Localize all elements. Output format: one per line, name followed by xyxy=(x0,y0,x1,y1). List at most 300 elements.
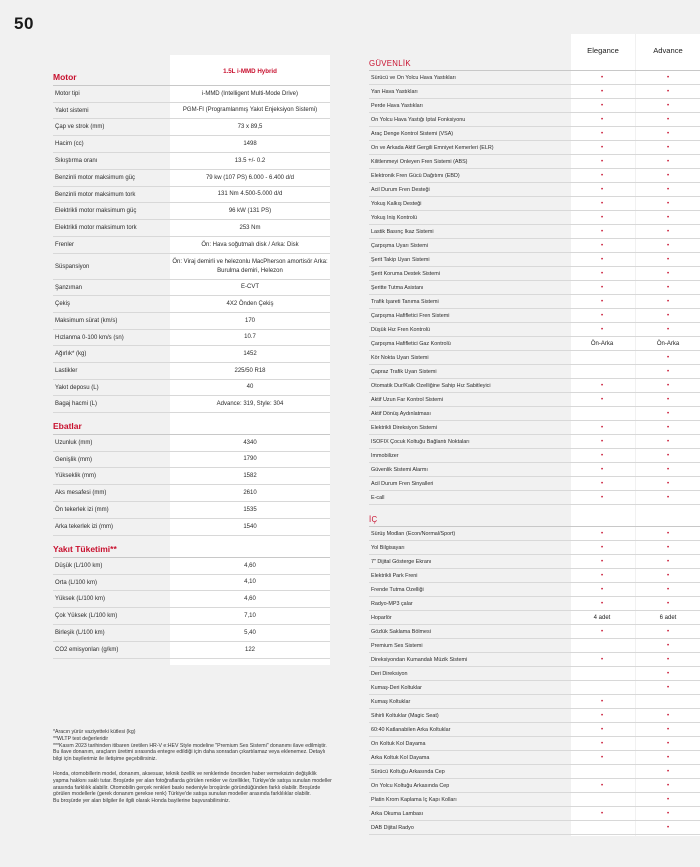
spec-label: Aks mesafesi (mm) xyxy=(55,490,107,496)
spec-value: 122 xyxy=(244,646,255,653)
advance-value: • xyxy=(666,186,670,193)
feature-row xyxy=(369,709,700,723)
feature-row xyxy=(369,281,700,295)
feature-label: 7" Dijital Gösterge Ekranı xyxy=(371,558,432,565)
spec-label: Çap ve strok (mm) xyxy=(55,124,105,130)
advance-value: • xyxy=(666,810,670,817)
elegance-value: • xyxy=(600,158,604,165)
feature-row xyxy=(369,71,700,85)
feature-row xyxy=(369,267,700,281)
spec-value: 225/50 R18 xyxy=(234,367,266,374)
advance-value: • xyxy=(666,130,670,137)
section-title-motor: Motor xyxy=(53,68,330,86)
advance-value: • xyxy=(666,796,670,803)
spec-value: 10.7 xyxy=(244,334,256,340)
spec-label: CO2 emisyonları (g/km) xyxy=(55,647,119,653)
spec-label: Lastikler xyxy=(55,368,78,374)
elegance-value: • xyxy=(600,270,604,277)
spec-row xyxy=(53,153,330,170)
elegance-value: • xyxy=(600,284,604,291)
advance-value: • xyxy=(666,312,670,319)
feature-label: Çarpışma Hafifletici Fren Sistemi xyxy=(371,312,450,319)
advance-value: 6 adet xyxy=(659,614,677,621)
feature-row xyxy=(369,155,700,169)
spec-value: 2610 xyxy=(243,489,257,496)
feature-label: 60:40 Katlanabilen Arka Koltuklar xyxy=(371,726,451,733)
advance-value: • xyxy=(666,172,670,179)
elegance-value: • xyxy=(600,256,604,263)
spec-row xyxy=(53,119,330,136)
spec-row xyxy=(53,452,330,468)
feature-row xyxy=(369,681,700,695)
feature-label: Perde Hava Yastıkları xyxy=(371,102,423,109)
spec-row xyxy=(53,380,330,396)
feature-label: Güvenlik Sistemi Alarmı xyxy=(371,466,428,473)
elegance-value: • xyxy=(600,586,604,593)
feature-row xyxy=(369,141,700,155)
feature-row xyxy=(369,211,700,225)
feature-row xyxy=(369,667,700,681)
feature-label: Ön Yolcu Hava Yastığı İptal Fonksiyonu xyxy=(371,116,466,123)
elegance-value: • xyxy=(600,312,604,319)
spec-label: Sıkıştırma oranı xyxy=(55,158,98,164)
feature-row xyxy=(369,85,700,99)
feature-row xyxy=(369,421,700,435)
feature-label: DAB Dijital Radyo xyxy=(371,824,414,831)
spec-row xyxy=(53,608,330,625)
feature-label: Acil Durum Fren Desteği xyxy=(371,186,430,193)
feature-row xyxy=(369,597,700,611)
elegance-value: • xyxy=(600,382,604,389)
feature-row xyxy=(369,807,700,821)
spec-row xyxy=(53,346,330,363)
feature-row xyxy=(369,477,700,491)
feature-label: Araç Denge Kontrol Sistemi (VSA) xyxy=(371,130,454,137)
footnote-line: **WLTP test değerleridir xyxy=(53,735,109,742)
spec-label: Ön tekerlek izi (mm) xyxy=(55,507,109,513)
spec-value: 4,60 xyxy=(244,562,256,569)
spec-row xyxy=(53,575,330,591)
feature-row xyxy=(369,379,700,393)
elegance-value: • xyxy=(600,600,604,607)
feature-label: Kumaş Koltuklar xyxy=(371,698,411,705)
spec-label: Hacim (cc) xyxy=(55,141,84,147)
feature-label: Kumaş-Deri Koltuklar xyxy=(371,684,422,691)
spec-row xyxy=(53,280,330,296)
feature-row xyxy=(369,449,700,463)
advance-value: • xyxy=(666,656,670,663)
footnote-line: ***Kasım 2023 tarihinden itibaren üretilen HR-V e:HEV Style modeline "Premium Ses Sistemi" donanımı ilave edilmiştir. Bu ilave donanım, araçların üretimi sırasında entegre edildiği için daha sonradan çıkartılamaz veya eklenemez. Detaylı bilgi için bayilerimiz ile iletişime geçebilirsiniz. xyxy=(53,742,327,763)
spec-row xyxy=(53,625,330,642)
feature-label: Yol Bilgisayarı xyxy=(371,544,405,551)
feature-row xyxy=(369,611,700,625)
feature-row xyxy=(369,169,700,183)
feature-row xyxy=(369,463,700,477)
feature-label: ISOFIX Çocuk Koltuğu Bağlantı Noktaları xyxy=(371,438,470,445)
feature-row xyxy=(369,639,700,653)
elegance-value: • xyxy=(600,424,604,431)
feature-row xyxy=(369,183,700,197)
feature-row xyxy=(369,583,700,597)
footnote-line: Honda, otomobillerin model, donanım, aksesuar, teknik özellik ve renklerinde önceden haber vermeksizin değişiklik yapma hakkını saklı tutar. Broşürde yer alan fotoğraflarda görülen renkler ve özellikler, Türkiye'de satışa sunulan modeller arasında farklılık alabilir. Otomobilin gerçek renkleri baskı nedeniyle broşürde göründüğünden farklı olabilir. Broşürde görülen modellerle (gerek donanım gerekse renk) Türkiye'de satışa sunulan modeller arasında farklılıklar olabilir. xyxy=(53,770,332,798)
spec-row xyxy=(53,485,330,502)
feature-row xyxy=(369,821,700,835)
spec-row xyxy=(53,363,330,380)
elegance-value: • xyxy=(600,530,604,537)
spec-value: i-MMD (Intelligent Multi-Mode Drive) xyxy=(201,90,299,97)
footnotes xyxy=(53,729,333,805)
elegance-value: • xyxy=(600,214,604,221)
spec-label: Genişlik (mm) xyxy=(55,456,92,463)
elegance-value: • xyxy=(600,102,604,109)
feature-label: Düşük Hız Fren Kontrolü xyxy=(371,326,431,333)
feature-row xyxy=(369,723,700,737)
feature-label: Şeritte Tutma Asistanı xyxy=(371,284,424,291)
spec-row xyxy=(53,170,330,187)
spec-value: PGM-FI (Programlanmış Yakıt Enjeksiyon Sistemi) xyxy=(182,107,318,113)
advance-value: • xyxy=(666,214,670,221)
spec-label: Elektrikli motor maksimum tork xyxy=(55,225,137,231)
advance-value: • xyxy=(666,768,670,775)
elegance-value: • xyxy=(600,130,604,137)
elegance-value: • xyxy=(600,466,604,473)
elegance-value: • xyxy=(600,88,604,95)
section-title-guvenlik: GÜVENLİK xyxy=(369,57,700,71)
column-header-advance: Advance xyxy=(653,46,683,55)
elegance-value: • xyxy=(600,172,604,179)
feature-row xyxy=(369,337,700,351)
advance-value: • xyxy=(666,158,670,165)
feature-row xyxy=(369,197,700,211)
feature-label: Sürücü Koltuğu Arkasında Cep xyxy=(371,768,445,775)
feature-row xyxy=(369,407,700,421)
advance-value: • xyxy=(666,144,670,151)
feature-label: Direksiyondan Kumandalı Müzik Sistemi xyxy=(371,656,468,663)
spec-row xyxy=(53,103,330,119)
feature-row xyxy=(369,127,700,141)
spec-row xyxy=(53,86,330,103)
engine-label: 1.5L i-MMD Hybrid xyxy=(223,68,277,75)
feature-label: Elektrikli Direksiyon Sistemi xyxy=(371,424,437,431)
spec-row xyxy=(53,237,330,254)
spec-label: Benzinli motor maksimum tork xyxy=(55,191,136,198)
feature-label: Çapraz Trafik Uyarı Sistemi xyxy=(371,368,437,375)
advance-value: • xyxy=(666,684,670,691)
spec-value: 253 Nm xyxy=(239,224,261,231)
spec-value: 5,40 xyxy=(244,629,256,636)
advance-value: • xyxy=(666,116,670,123)
spec-label: Benzinli motor maksimum güç xyxy=(55,175,136,181)
spec-label: Birleşik (L/100 km) xyxy=(55,630,105,636)
elegance-value: • xyxy=(600,494,604,501)
feature-label: Gözlük Saklama Bölmesi xyxy=(371,628,431,635)
advance-value: • xyxy=(666,530,670,537)
feature-label: Sürücü ve Ön Yolcu Hava Yastıkları xyxy=(371,74,456,81)
spec-value: 1540 xyxy=(243,523,257,530)
spec-value: 79 kw (107 PS) 6.000 - 6.400 d/d xyxy=(205,174,295,181)
advance-value: • xyxy=(666,410,670,417)
feature-row xyxy=(369,309,700,323)
elegance-value: • xyxy=(600,628,604,635)
feature-row xyxy=(369,737,700,751)
elegance-value: • xyxy=(600,186,604,193)
feature-label: Kilitlenmeyi Önleyen Fren Sistemi (ABS) xyxy=(371,158,468,165)
advance-value: • xyxy=(666,228,670,235)
spec-label: Çekiş xyxy=(55,301,71,307)
spec-row xyxy=(53,558,330,575)
right-feature-table xyxy=(369,57,700,835)
spec-row xyxy=(53,591,330,608)
spec-value: 1582 xyxy=(243,472,257,479)
elegance-value: • xyxy=(600,74,604,81)
advance-value: • xyxy=(666,256,670,263)
feature-label: Çarpışma Hafifletici Gaz Kontrolü xyxy=(371,340,451,347)
feature-row xyxy=(369,779,700,793)
advance-value: • xyxy=(666,354,670,361)
advance-value: • xyxy=(666,726,670,733)
feature-label: Otomatik Dur/Kalk Özelliğine Sahip Hız Sabitleyici xyxy=(371,382,491,389)
spec-value: 40 xyxy=(246,384,254,390)
spec-label: Süspansiyon xyxy=(55,263,90,270)
advance-value: • xyxy=(666,102,670,109)
elegance-value: • xyxy=(600,144,604,151)
feature-label: Ön ve Arkada Aktif Gergili Emniyet Kemerleri (ELR) xyxy=(371,144,494,151)
advance-value: • xyxy=(666,494,670,501)
feature-row xyxy=(369,751,700,765)
elegance-value: • xyxy=(600,396,604,403)
feature-row xyxy=(369,555,700,569)
elegance-value: • xyxy=(600,242,604,249)
feature-row xyxy=(369,653,700,667)
spec-label: Düşük (L/100 km) xyxy=(55,563,103,569)
advance-value: • xyxy=(666,438,670,445)
advance-value: • xyxy=(666,326,670,333)
page-number: 50 xyxy=(14,14,34,33)
spec-value: Ön: Hava soğutmalı disk / Arka: Disk xyxy=(201,241,299,248)
advance-value: • xyxy=(666,754,670,761)
section-title-ic: İÇ xyxy=(369,513,700,527)
advance-value: • xyxy=(666,544,670,551)
feature-label: Çarpışma Uyarı Sistemi xyxy=(371,242,428,249)
elegance-value: • xyxy=(600,480,604,487)
spec-value: 1535 xyxy=(243,506,257,513)
feature-row xyxy=(369,793,700,807)
elegance-value: • xyxy=(600,698,604,705)
elegance-value: • xyxy=(600,544,604,551)
feature-row xyxy=(369,491,700,505)
feature-row xyxy=(369,225,700,239)
feature-row xyxy=(369,765,700,779)
elegance-value: • xyxy=(600,740,604,747)
advance-value: Ön-Arka xyxy=(656,340,680,347)
feature-label: Hoparlör xyxy=(371,614,392,621)
elegance-value: Ön-Arka xyxy=(590,340,614,347)
spec-row xyxy=(53,330,330,346)
spec-label: Maksimum sürat (km/s) xyxy=(55,318,118,324)
left-spec-table xyxy=(53,68,330,659)
spec-label: Elektrikli motor maksimum güç xyxy=(55,208,137,214)
spec-row xyxy=(53,313,330,330)
section-title-yakit: Yakıt Tüketimi** xyxy=(53,540,330,558)
spec-label: Ağırlık* (kg) xyxy=(55,351,87,357)
advance-value: • xyxy=(666,466,670,473)
feature-label: Frende Tutma Özelliği xyxy=(371,586,424,593)
feature-label: Sihirli Koltuklar (Magic Seat) xyxy=(371,712,439,719)
elegance-value: • xyxy=(600,810,604,817)
feature-row xyxy=(369,541,700,555)
spec-value: E-CVT xyxy=(241,284,259,290)
section-title-ebatlar: Ebatlar xyxy=(53,417,330,435)
spec-row xyxy=(53,468,330,485)
advance-value: • xyxy=(666,642,670,649)
feature-row xyxy=(369,323,700,337)
spec-label: Yakıt sistemi xyxy=(55,107,89,114)
spec-value: 4340 xyxy=(243,439,257,446)
elegance-value: • xyxy=(600,200,604,207)
feature-label: Aktif Dönüş Aydınlatması xyxy=(371,410,431,417)
spec-value: 73 x 89,5 xyxy=(237,123,263,130)
advance-value: • xyxy=(666,628,670,635)
spec-row xyxy=(53,435,330,452)
feature-row xyxy=(369,365,700,379)
elegance-value: 4 adet xyxy=(593,614,611,621)
advance-value: • xyxy=(666,424,670,431)
feature-label: Acil Durum Fren Sinyalleri xyxy=(371,480,434,487)
spec-label: Uzunluk (mm) xyxy=(55,440,93,446)
feature-label: Trafik İşareti Tanıma Sistemi xyxy=(371,298,439,305)
spec-value: 4X2 Önden Çekiş xyxy=(226,300,274,307)
elegance-value: • xyxy=(600,326,604,333)
feature-label: Sürüş Modları (Econ/Normal/Sport) xyxy=(371,530,456,537)
feature-label: Aktif Uzun Far Kontrol Sistemi xyxy=(371,396,443,403)
spec-value: 1498 xyxy=(243,140,257,147)
spec-value: 7,10 xyxy=(244,612,256,619)
advance-value: • xyxy=(666,396,670,403)
spec-value: 170 xyxy=(244,317,255,324)
spec-label: Bagaj hacmi (L) xyxy=(55,401,98,407)
spec-row xyxy=(53,254,330,280)
spec-label: Şanzıman xyxy=(55,284,83,291)
feature-label: Elektrikli Park Freni xyxy=(371,572,418,579)
feature-label: Elektronik Fren Gücü Dağıtımı (EBD) xyxy=(371,172,460,179)
advance-value: • xyxy=(666,298,670,305)
feature-label: Yokuş Kalkış Desteği xyxy=(371,200,422,207)
advance-value: • xyxy=(666,284,670,291)
spec-row xyxy=(53,502,330,519)
feature-label: Ön Yolcu Koltuğu Arkasında Cep xyxy=(371,782,450,789)
feature-row xyxy=(369,113,700,127)
spec-label: Arka tekerlek izi (mm) xyxy=(55,524,114,530)
advance-value: • xyxy=(666,558,670,565)
spec-value: 1452 xyxy=(243,350,257,357)
advance-value: • xyxy=(666,600,670,607)
feature-row xyxy=(369,695,700,709)
advance-value: • xyxy=(666,368,670,375)
spec-label: Motor tipi xyxy=(55,91,80,97)
advance-value: • xyxy=(666,670,670,677)
spec-row xyxy=(53,642,330,659)
feature-label: Arka Okuma Lambası xyxy=(371,810,424,817)
elegance-value: • xyxy=(600,782,604,789)
spec-label: Frenler xyxy=(55,242,75,248)
feature-label: Radyo-MP3 çalar xyxy=(371,600,413,607)
spec-value: 4,60 xyxy=(244,595,256,602)
elegance-value: • xyxy=(600,712,604,719)
advance-value: • xyxy=(666,200,670,207)
advance-value: • xyxy=(666,88,670,95)
feature-label: Deri Direksiyon xyxy=(371,670,408,677)
feature-label: Lastik Basınç İkaz Sistemi xyxy=(371,228,434,235)
feature-label: Kör Nokta Uyarı Sistemi xyxy=(371,354,429,361)
feature-label: Şerit Koruma Destek Sistemi xyxy=(371,270,440,277)
elegance-value: • xyxy=(600,438,604,445)
feature-row xyxy=(369,351,700,365)
advance-value: • xyxy=(666,740,670,747)
column-header-elegance: Elegance xyxy=(587,46,619,55)
elegance-value: • xyxy=(600,228,604,235)
spec-value: Ön: Viraj demirli ve helezonlu MacPherson amortisör Arka: Burulma demiri, Helezon xyxy=(172,258,328,274)
advance-value: • xyxy=(666,74,670,81)
elegance-value: • xyxy=(600,116,604,123)
feature-label: Premium Ses Sistemi xyxy=(371,642,423,649)
advance-value: • xyxy=(666,382,670,389)
spec-value: 13.5 +/- 0.2 xyxy=(234,157,266,164)
elegance-value: • xyxy=(600,558,604,565)
elegance-value: • xyxy=(600,726,604,733)
feature-label: Arka Koltuk Kol Dayama xyxy=(371,754,430,761)
feature-row xyxy=(369,239,700,253)
spec-label: Yüksek (L/100 km) xyxy=(55,596,106,602)
spec-value: 131 Nm 4.500-5.000 d/d xyxy=(217,191,283,197)
advance-value: • xyxy=(666,270,670,277)
spec-row xyxy=(53,136,330,153)
feature-row xyxy=(369,435,700,449)
spec-value: 4,10 xyxy=(244,579,256,585)
feature-row xyxy=(369,527,700,541)
spec-label: Yakıt deposu (L) xyxy=(55,384,99,391)
spec-value: 1790 xyxy=(243,456,257,462)
advance-value: • xyxy=(666,480,670,487)
spec-label: Çok Yüksek (L/100 km) xyxy=(55,613,118,619)
advance-value: • xyxy=(666,782,670,789)
advance-value: • xyxy=(666,452,670,459)
spec-label: Hızlanma 0-100 km/s (sn) xyxy=(55,334,124,341)
spec-row xyxy=(53,519,330,536)
footnote-line: *Aracın yürür vaziyetteki kütlesi (kg) xyxy=(53,729,136,735)
feature-label: Platin Krom Kaplama İç Kapı Kolları xyxy=(371,796,457,803)
advance-value: • xyxy=(666,712,670,719)
feature-label: Şerit Takip Uyarı Sistemi xyxy=(371,256,430,263)
footnote-line: Bu broşürde yer alan bilgiler ile ilgili olarak Honda bayilerine başvurabilirsiniz. xyxy=(53,798,231,805)
advance-value: • xyxy=(666,586,670,593)
advance-value: • xyxy=(666,824,670,831)
elegance-value: • xyxy=(600,754,604,761)
feature-row xyxy=(369,625,700,639)
spec-label: Yükseklik (mm) xyxy=(55,473,97,479)
spec-row xyxy=(53,396,330,413)
elegance-value: • xyxy=(600,656,604,663)
spec-row xyxy=(53,220,330,237)
feature-row xyxy=(369,569,700,583)
spec-label: Orta (L/100 km) xyxy=(55,579,98,586)
feature-label: İmmobilizer xyxy=(371,452,399,459)
feature-row xyxy=(369,393,700,407)
spec-row xyxy=(53,187,330,203)
feature-label: Yokuş İniş Kontrolü xyxy=(371,214,417,221)
feature-label: E-call xyxy=(371,494,385,501)
spec-value: Advance: 319, Style: 304 xyxy=(216,400,284,407)
feature-row xyxy=(369,295,700,309)
